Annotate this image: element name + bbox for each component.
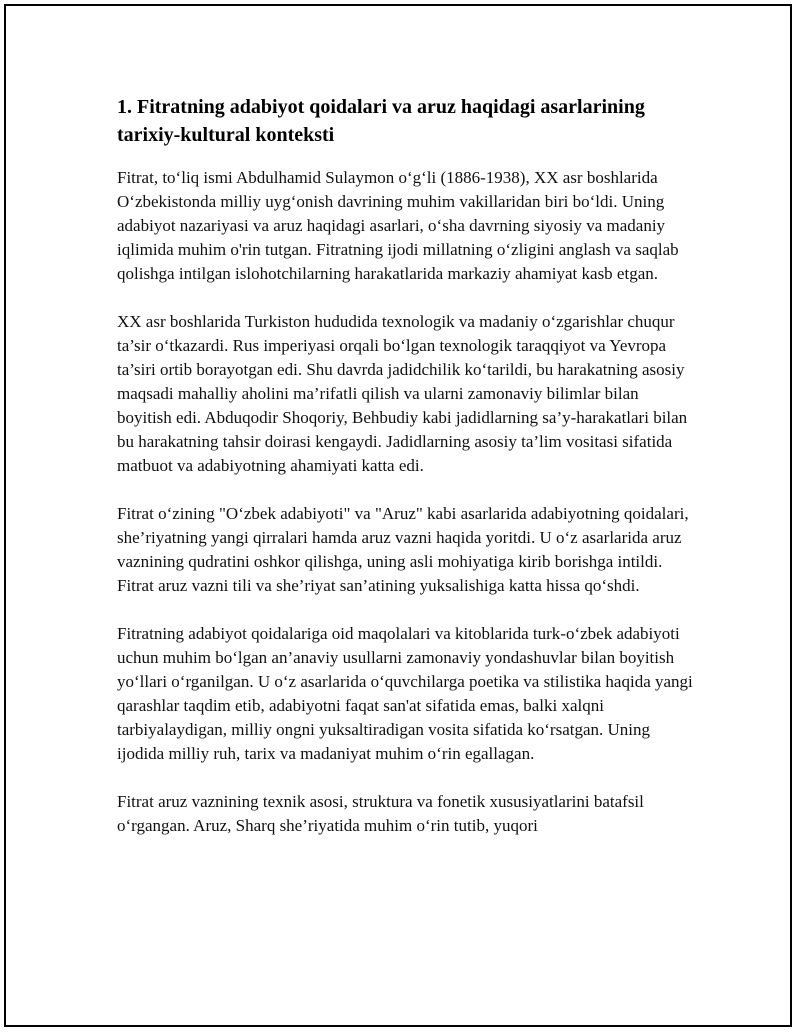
section-heading: 1. Fitratning adabiyot qoidalari va aruz haqidagi asarlarining tarixiy-kultural konteksti [117,96,645,146]
paragraph-4: Fitratning adabiyot qoidalariga oid maqolalari va kitoblarida turk-o‘zbek adabiyoti uchun muhim bo‘lgan an’anaviy usullarni zamonaviy yondashuvlar bilan boyitish yo‘llari o‘rganilgan. U o‘z asarlarida o‘quvchilarga poetika va stilistika haqida yangi qarashlar taqdim etib, adabiyotni faqat san'at sifatida emas, balki xalqni tarbiyalaydigan, milliy ongni yuksaltiradigan vosita sifatida ko‘rsatgan. Uning ijodida milliy ruh, tarix va madaniyat muhim o‘rin egallagan. [117,624,693,763]
document-body [117,93,697,862]
paragraph-1: Fitrat, to‘liq ismi Abdulhamid Sulaymon o‘g‘li (1886-1938), XX asr boshlarida O‘zbekistonda milliy uyg‘onish davrining muhim vakillaridan biri bo‘ldi. Uning adabiyot nazariyasi va aruz haqidagi asarlari, o‘sha davrning siyosiy va madaniy iqlimida muhim o'rin tutgan. Fitratning ijodi millatning o‘zligini anglash va saqlab qolishga intilgan islohotchilarning harakatlarida markaziy ahamiyat kasb etgan. [117,168,679,283]
paragraph-5: Fitrat aruz vaznining texnik asosi, struktura va fonetik xususiyatlarini batafsil o‘rgangan. Aruz, Sharq she’riyatida muhim o‘rin tutib, yuqori [117,792,644,835]
paragraph-3: Fitrat o‘zining "O‘zbek adabiyoti" va "Aruz" kabi asarlarida adabiyotning qoidalari, she’riyatning yangi qirralari hamda aruz vazni haqida yoritdi. U o‘z asarlarida aruz vaznining qudratini oshkor qilishga, uning asli mohiyatiga kirib borishga intildi. Fitrat aruz vazni tili va she’riyat san’atining yuksalishiga katta hissa qo‘shdi. [117,504,689,595]
paragraph-2: XX asr boshlarida Turkiston hududida texnologik va madaniy o‘zgarishlar chuqur ta’sir o‘tkazardi. Rus imperiyasi orqali bo‘lgan texnologik taraqqiyot va Yevropa ta’siri ortib borayotgan edi. Shu davrda jadidchilik ko‘tarildi, bu harakatning asosiy maqsadi mahalliy aholini ma’rifatli qilish va ularni zamonaviy bilimlar bilan boyitish edi. Abduqodir Shoqoriy, Behbudiy kabi jadidlarning sa’y-harakatlari bilan bu harakatning tahsir doirasi kengaydi. Jadidlarning asosiy ta’lim vositasi sifatida matbuot va adabiyotning ahamiyati katta edi. [117,312,688,475]
